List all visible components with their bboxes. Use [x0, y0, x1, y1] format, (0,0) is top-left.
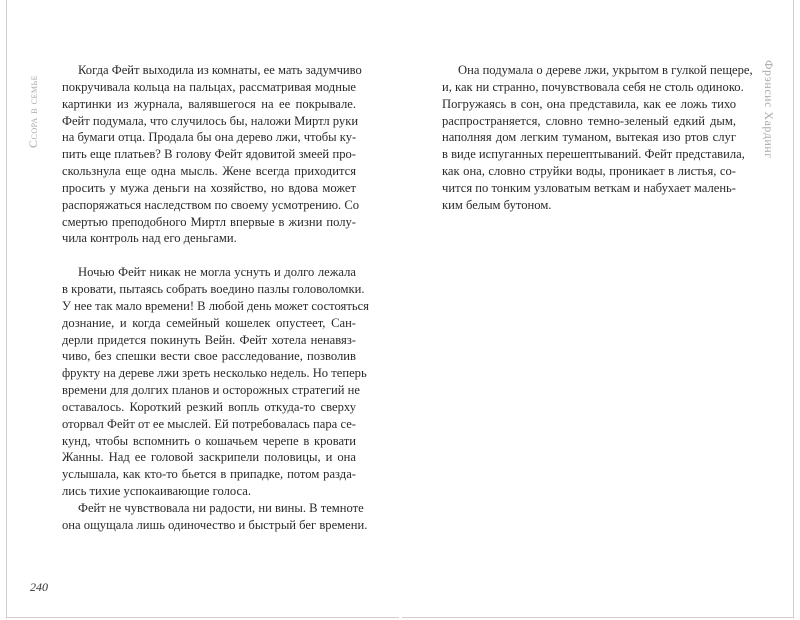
text-line: Ночью Фейт никак не могла уснуть и долго лежала	[78, 265, 356, 280]
text-line: Жанны. Над ее головой заскрипели половицы, и она	[62, 450, 356, 465]
text-line: просить у мужа деньги на хозяйство, но вдова может	[62, 180, 356, 195]
paragraph	[62, 264, 369, 500]
text-line: пить еще платьев? В голову Фейт ядовитой змеей про-	[62, 147, 356, 162]
text-line: распоряжаться наследством по своему усмотрению. Со	[62, 197, 360, 212]
text-line: наполняя дом легким туманом, вытекая изо ртов слуг	[442, 130, 736, 145]
right-text-column	[442, 62, 753, 214]
text-line: ким белым бутоном.	[442, 197, 552, 212]
text-line: чила контроль над его деньгами.	[62, 231, 237, 246]
text-line: картинки из журнала, валявшегося на ее покрывале.	[62, 96, 356, 111]
text-line: распространяется, словно темно-зеленый едкий дым,	[442, 113, 736, 128]
text-line: оторвал Фейт от ее мыслей. Ей потребовалась пара се-	[62, 416, 356, 431]
text-line: в виде испуганных перешептываний. Фейт представила,	[442, 147, 745, 162]
text-line: Погружаясь в сон, она представила, как ее ложь тихо	[442, 96, 736, 111]
text-line: кунд, чтобы вспомнить о кошачьем черепе в кровати	[62, 433, 356, 448]
text-line: и, как ни странно, почувствовала себя не столь одиноко.	[442, 79, 744, 94]
text-line: дерли придется покинуть Вейн. Фейт хотела ненавяз-	[62, 332, 356, 347]
text-line: смертью преподобного Миртл впервые в жизни полу-	[62, 214, 356, 229]
text-line: оставалось. Короткий резкий вопль откуда-то сверху	[62, 399, 356, 414]
text-line: лись тихие успокаивающие голоса.	[62, 484, 252, 499]
text-line: Она подумала о дереве лжи, укрытом в гулкой пещере,	[458, 63, 753, 77]
text-line: она ощущала лишь одиночество и быстрый бег времени.	[62, 517, 368, 532]
text-line: услышала, как кто-то бьется в припадке, потом разда-	[62, 467, 356, 482]
left-text-column	[62, 62, 369, 534]
text-line: Фейт не чувствовала ни радости, ни вины. В темноте	[78, 500, 364, 515]
text-line: покручивала кольца на пальцах, рассматривая модные	[62, 79, 356, 94]
text-line: чиво, без спешки вести свое расследование, позволив	[62, 349, 356, 364]
text-line: как она, словно струйки воды, проникает в листья, со-	[442, 164, 736, 179]
running-head-left: Ссора в семье	[26, 75, 40, 148]
paragraph	[62, 500, 368, 534]
text-line: дознание, и когда семейный кошелек опустеет, Сан-	[62, 315, 356, 330]
paragraph	[62, 62, 362, 247]
text-line: Когда Фейт выходила из комнаты, ее мать задумчиво	[78, 63, 362, 77]
running-head-right: Фрэнсис Хардинг	[762, 60, 776, 159]
text-line: на бумаги отца. Продала бы она дерево лжи, чтобы ку-	[62, 130, 357, 145]
paragraph-gap	[62, 247, 356, 264]
text-line: в кровати, пытаясь собрать воедино пазлы головоломки.	[62, 281, 365, 296]
text-line: чится по тонким узловатым веткам и набухает малень-	[442, 180, 736, 195]
text-line: Фейт подумала, что случилось бы, наложи Миртл руки	[62, 113, 359, 128]
text-line: скользнула еще одна мысль. Жене всегда приходится	[62, 164, 356, 179]
text-line: времени для долгих планов и осторожных стратегий не	[62, 383, 360, 398]
text-line: У нее так мало времени! В любой день может состояться	[62, 298, 369, 313]
page-number: 240	[30, 580, 48, 594]
text-line: фрукту на дереве лжи зреть несколько недель. Но теперь	[62, 366, 367, 381]
paragraph	[442, 62, 753, 214]
